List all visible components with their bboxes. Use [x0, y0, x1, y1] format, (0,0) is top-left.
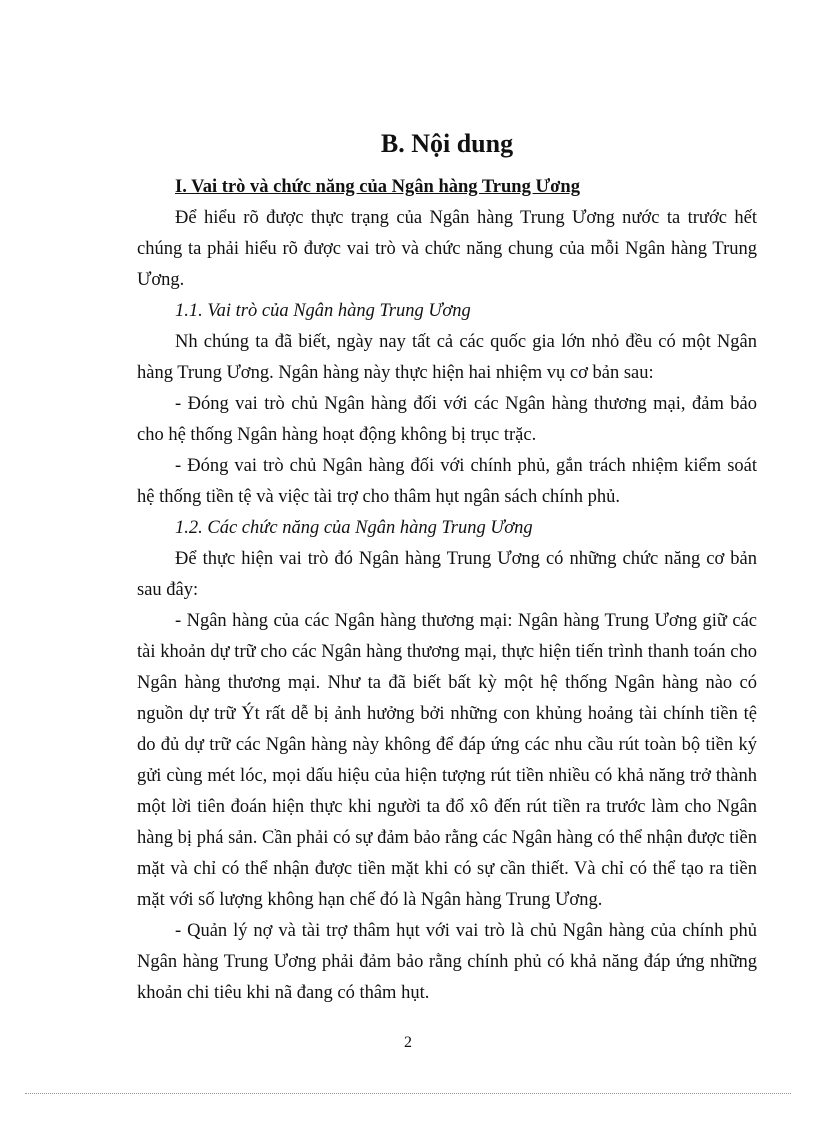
page-heading: B. Nội dung — [380, 129, 514, 158]
page-number: 2 — [404, 1034, 412, 1051]
section-title — [137, 172, 757, 203]
role-paragraph-2: - Đóng vai trò chủ Ngân hàng đối với các Ngân hàng thương mại, đảm bảo cho hệ thống Ngân hàng hoạt động không bị trục trặc. — [137, 394, 757, 445]
page-break-divider — [25, 1093, 791, 1094]
function-paragraph-3: - Quản lý nợ và tài trợ thâm hụt với vai trò là chủ Ngân hàng của chính phủ Ngân hàng Trung Ương phải đảm bảo rằng chính phủ có khả năng đáp ứng những khoản chi tiêu khi nã đang có thâm hụt. — [137, 921, 757, 1003]
role-paragraph-3: - Đóng vai trò chủ Ngân hàng đối với chính phủ, gắn trách nhiệm kiểm soát hệ thống tiền tệ và việc tài trợ cho thâm hụt ngân sách chính phủ. — [137, 456, 757, 507]
role-paragraph-1: Nh chúng ta đã biết, ngày nay tất cả các quốc gia lớn nhỏ đều có một Ngân hàng Trung Ương. Ngân hàng này thực hiện hai nhiệm vụ cơ bản sau: — [137, 332, 757, 383]
subsection-title-2: 1.2. Các chức năng của Ngân hàng Trung Ương — [175, 518, 533, 538]
intro-paragraph: Để hiểu rõ được thực trạng của Ngân hàng Trung Ương nước ta trước hết chúng ta phải hiểu rõ được vai trò và chức năng chung của mỗi Ngân hàng Trung Ương. — [137, 208, 757, 290]
section-title-text: I. Vai trò và chức năng của Ngân hàng Trung Ương — [175, 177, 580, 197]
function-paragraph-2: - Ngân hàng của các Ngân hàng thương mại: Ngân hàng Trung Ương giữ các tài khoản dự trữ cho các Ngân hàng thương mại, thực hiện tiến trình thanh toán cho Ngân hàng thương mại. Như ta đã biết bất kỳ một hệ thống Ngân hàng nào có nguồn dự trữ Ýt rất dễ bị ảnh hưởng bởi những con khủng hoảng tài chính tiền tệ do đủ dự trữ các Ngân hàng này không để đáp ứng các nhu cầu rút toàn bộ tiền ký gửi cùng mét lóc, mọi dấu hiệu của hiện tượng rút tiền nhiều có khả năng trở thành một lời tiên đoán hiện thực khi người ta đổ xô đến rút tiền ra trước làm cho Ngân hàng bị phá sản. Cần phải có sự đảm bảo rằng các Ngân hàng có thể nhận được tiền mặt và chỉ có thể nhận được tiền mặt khi có sự cần thiết. Và chỉ có thể tạo ra tiền mặt với số lượng không hạn chế đó là Ngân hàng Trung Ương. — [137, 611, 757, 910]
document-body — [137, 124, 757, 1009]
subsection-title-1: 1.1. Vai trò của Ngân hàng Trung Ương — [175, 301, 471, 321]
function-paragraph-1: Để thực hiện vai trò đó Ngân hàng Trung Ương có những chức năng cơ bản sau đây: — [137, 549, 757, 600]
